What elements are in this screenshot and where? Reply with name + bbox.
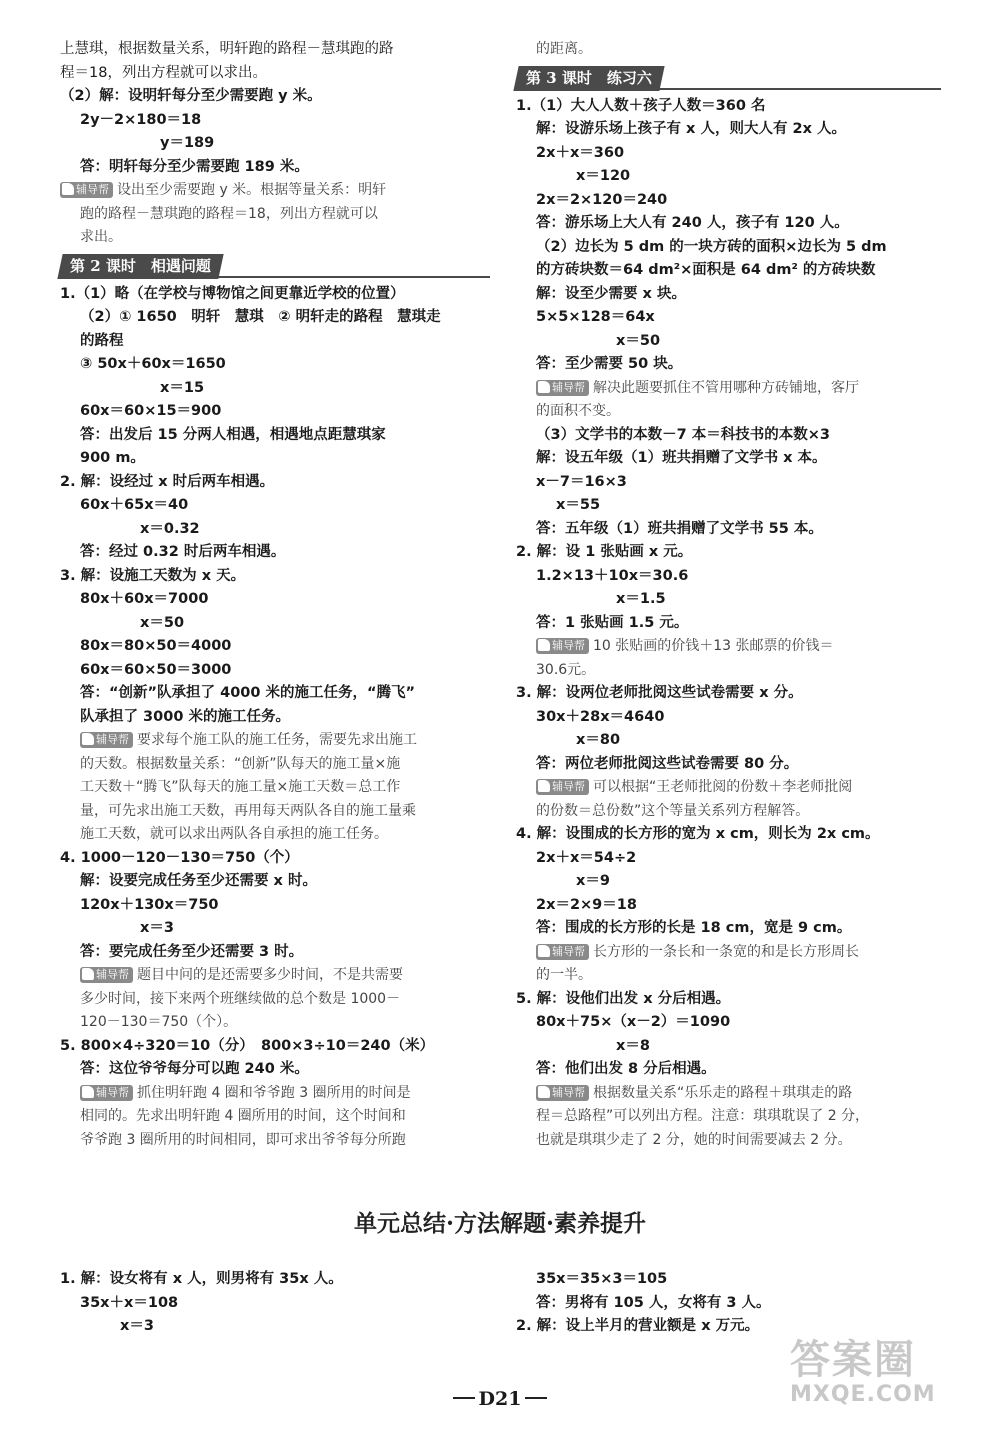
equation: x＝0.32 — [140, 520, 200, 537]
tip-line: 量，可先求出施工天数，再用每天两队各自的施工量乘 — [80, 802, 416, 819]
text-line: 上慧琪，根据数量关系，明轩跑的路程－慧琪跑的路 — [60, 41, 394, 57]
answer-line: 答：至少需要 50 块。 — [536, 356, 683, 372]
question-line: 的路程 — [80, 332, 124, 349]
tip-icon — [82, 968, 94, 980]
answer-line: 答：游乐场上大人有 240 人，孩子有 120 人。 — [536, 215, 849, 231]
tip-block: 辅导帮 抓住明轩跑 4 圈和爷爷跑 3 圈所用的时间是 — [60, 1082, 490, 1106]
watermark-logo — [790, 1338, 990, 1418]
equation: 2x＝2×120＝240 — [536, 191, 668, 208]
question-line: 2. 解：设经过 x 时后两车相遇。 — [60, 473, 275, 490]
tip-line: 的面积不变。 — [536, 403, 620, 419]
equation: x＝1.5 — [616, 591, 666, 607]
tip-icon — [538, 639, 550, 651]
tip-badge: 辅导帮 — [80, 967, 133, 983]
equation: x＝3 — [140, 920, 174, 936]
watermark-text: 答案圈 — [790, 1336, 916, 1383]
equation: x＝9 — [576, 873, 610, 889]
section-header-lesson-3: 第 3 课时 练习六 — [516, 66, 941, 92]
answer-line: 答：他们出发 8 分后相遇。 — [536, 1061, 716, 1077]
answer-line: 答：1 张贴画 1.5 元。 — [536, 614, 689, 631]
equation: 120x＋130x＝750 — [80, 896, 219, 913]
tip-icon — [538, 381, 550, 393]
question-line: 解：设至少需要 x 块。 — [536, 285, 686, 302]
equation: x＝55 — [556, 497, 601, 513]
equation: 2x＝2×9＝18 — [536, 896, 637, 913]
tip-badge: 辅导帮 — [536, 944, 589, 960]
tip-line: 程＝总路程”可以列出方程。注意：琪琪耽误了 2 分， — [536, 1108, 870, 1124]
answer-line: 答：男将有 105 人，女将有 3 人。 — [536, 1294, 771, 1311]
answer-line: 答：要完成任务至少还需要 3 时。 — [80, 943, 304, 960]
question-line: （2）① 1650 明轩 慧琪 ② 明轩走的路程 慧琪走 — [80, 309, 441, 325]
tip-line: 的距离。 — [536, 41, 592, 57]
answer-line: 答：两位老师批阅这些试卷需要 80 分。 — [536, 755, 799, 772]
question-line: 解：设游乐场上孩子有 x 人，则大人有 2x 人。 — [536, 121, 846, 137]
left-column — [60, 38, 490, 1152]
tip-line: 工天数＋“腾飞”队每天的施工量×施工天数＝总工作 — [80, 779, 401, 795]
equation: 5×5×128＝64x — [536, 309, 655, 325]
question-line: （3）文学书的本数－7 本＝科技书的本数×3 — [536, 426, 830, 443]
answer-line: 答：围成的长方形的长是 18 cm，宽是 9 cm。 — [536, 920, 852, 936]
tip-block: 辅导帮 设出至少需要跑 y 米。根据等量关系：明轩 — [60, 179, 490, 203]
question-line: 解：设五年级（1）班共捐赠了文学书 x 本。 — [536, 450, 827, 466]
equation: x＝50 — [140, 614, 185, 631]
equation: x－7＝16×3 — [536, 473, 627, 490]
equation: 80x＋60x＝7000 — [80, 591, 209, 607]
answer-line: 900 m。 — [80, 450, 145, 466]
tip-badge: 辅导帮 — [536, 1085, 589, 1101]
equation: x＝8 — [616, 1037, 650, 1054]
tip-badge: 辅导帮 — [536, 380, 589, 396]
tip-icon — [82, 1086, 94, 1098]
answer-line: 答：出发后 15 分两人相遇，相遇地点距慧琪家 — [80, 426, 386, 443]
tip-line: 相同的。先求出明轩跑 4 圈所用的时间，这个时间和 — [80, 1108, 406, 1124]
tip-badge: 辅导帮 — [60, 182, 113, 198]
equation: 35x＋x＝108 — [80, 1294, 179, 1311]
tip-block: 辅导帮 解决此题要抓住不管用哪种方砖铺地，客厅 — [516, 377, 941, 401]
tip-badge: 辅导帮 — [80, 1085, 133, 1101]
answer-line: 答：经过 0.32 时后两车相遇。 — [80, 544, 286, 560]
question-line: 1. 解：设女将有 x 人，则男将有 35x 人。 — [60, 1271, 343, 1287]
tip-block: 辅导帮 长方形的一条长和一条宽的和是长方形周长 — [516, 941, 941, 965]
tip-line: 的份数＝总份数”这个等量关系列方程解答。 — [536, 802, 810, 819]
equation: x＝15 — [160, 379, 205, 396]
tip-block: 辅导帮 根据数量关系“乐乐走的路程＋琪琪走的路 — [516, 1082, 941, 1106]
equation: x＝120 — [576, 168, 631, 184]
equation: ③ 50x＋60x＝1650 — [80, 356, 226, 372]
answer-line: 答：五年级（1）班共捐赠了文学书 55 本。 — [536, 520, 823, 537]
equation: 2y－2×180＝18 — [80, 111, 202, 128]
tip-line: 求出。 — [80, 229, 122, 245]
tip-line: 跑的路程－慧琪跑的路程＝18，列出方程就可以 — [80, 205, 378, 222]
equation: 1.2×13＋10x＝30.6 — [536, 567, 689, 584]
tip-icon — [538, 780, 550, 792]
right-column — [516, 38, 941, 1152]
tip-icon — [62, 183, 74, 195]
answer-line: 队承担了 3000 米的施工任务。 — [80, 708, 290, 725]
question-line: 的方砖块数＝64 dm²×面积是 64 dm² 的方砖块数 — [536, 262, 876, 278]
question-line: 2. 解：设 1 张贴画 x 元。 — [516, 544, 693, 560]
question-line: 4. 1000－120－130＝750（个） — [60, 849, 299, 866]
answer-line: 答：明轩每分至少需要跑 189 米。 — [80, 158, 309, 175]
question-line: （2）解：设明轩每分至少需要跑 y 米。 — [60, 88, 322, 104]
equation: 2x＋x＝360 — [536, 144, 625, 161]
watermark-url: MXQE.COM — [790, 1382, 936, 1407]
question-line: 3. 解：设施工天数为 x 天。 — [60, 567, 246, 584]
question-line: 5. 800×4÷320＝10（分） 800×3÷10＝240（米） — [60, 1037, 435, 1054]
tip-line: 30.6元。 — [536, 661, 596, 678]
tip-block: 辅导帮 10 张贴画的价钱＋13 张邮票的价钱＝ — [516, 635, 941, 659]
answer-line: 答：这位爷爷每分可以跑 240 米。 — [80, 1061, 309, 1077]
equation: 35x＝35×3＝105 — [536, 1271, 668, 1287]
question-line: 1.（1）大人人数＋孩子人数＝360 名 — [516, 97, 766, 114]
question-line: 3. 解：设两位老师批阅这些试卷需要 x 分。 — [516, 685, 803, 701]
tip-block: 辅导帮 可以根据“王老师批阅的份数＋李老师批阅 — [516, 776, 941, 800]
equation: 60x＝60×15＝900 — [80, 403, 222, 419]
tip-line: 的一半。 — [536, 967, 592, 983]
page-number: D21 — [0, 1388, 1000, 1410]
question-line: 4. 解：设围成的长方形的宽为 x cm，则长为 2x cm。 — [516, 826, 880, 842]
equation: 80x＋75×（x－2）＝1090 — [536, 1014, 731, 1030]
equation: x＝80 — [576, 732, 621, 748]
equation: 2x＋x＝54÷2 — [536, 849, 637, 866]
tip-badge: 辅导帮 — [80, 732, 133, 748]
equation: x＝50 — [616, 332, 661, 349]
text-line: 程＝18，列出方程就可以求出。 — [60, 64, 267, 81]
equation: x＝3 — [120, 1318, 154, 1334]
tip-line: 施工天数，就可以求出两队各自承担的施工任务。 — [80, 826, 388, 842]
equation: 30x＋28x＝4640 — [536, 708, 665, 725]
bottom-right-column — [516, 1268, 941, 1339]
tip-line: 120－130＝750（个）。 — [80, 1014, 238, 1030]
tip-badge: 辅导帮 — [536, 638, 589, 654]
equation: 60x＋65x＝40 — [80, 497, 189, 513]
equation: 60x＝60×50＝3000 — [80, 661, 232, 678]
tip-block: 辅导帮 要求每个施工队的施工任务，需要先求出施工 — [60, 729, 490, 753]
tip-line: 的天数。根据数量关系：“创新”队每天的施工量×施 — [80, 755, 401, 772]
tip-line: 爷爷跑 3 圈所用的时间相同，即可求出爷爷每分所跑 — [80, 1131, 406, 1148]
question-line: 2. 解：设上半月的营业额是 x 万元。 — [516, 1318, 760, 1334]
question-line: （2）边长为 5 dm 的一块方砖的面积×边长为 5 dm — [536, 238, 887, 255]
question-line: 1.（1）略（在学校与博物馆之间更靠近学校的位置） — [60, 285, 405, 302]
question-line: 5. 解：设他们出发 x 分后相遇。 — [516, 990, 731, 1007]
tip-icon — [538, 1086, 550, 1098]
tip-line: 多少时间，接下来两个班继续做的总个数是 1000－ — [80, 990, 401, 1007]
tip-icon — [82, 733, 94, 745]
tip-block: 辅导帮 题目中问的是还需要多少时间，不是共需要 — [60, 964, 490, 988]
tip-badge: 辅导帮 — [536, 779, 589, 795]
section-header-lesson-2: 第 2 课时 相遇问题 — [60, 254, 490, 280]
equation: 80x＝80×50＝4000 — [80, 638, 232, 654]
equation: y＝189 — [160, 135, 215, 151]
tip-icon — [538, 945, 550, 957]
unit-summary-title: 单元总结·方法解题·素养提升 — [353, 1210, 646, 1237]
answer-line: 答：“创新”队承担了 4000 米的施工任务，“腾飞” — [80, 685, 416, 701]
question-line: 解：设要完成任务至少还需要 x 时。 — [80, 873, 317, 889]
bottom-left-column — [60, 1268, 490, 1339]
tip-line: 也就是琪琪少走了 2 分，她的时间需要减去 2 分。 — [536, 1131, 852, 1148]
